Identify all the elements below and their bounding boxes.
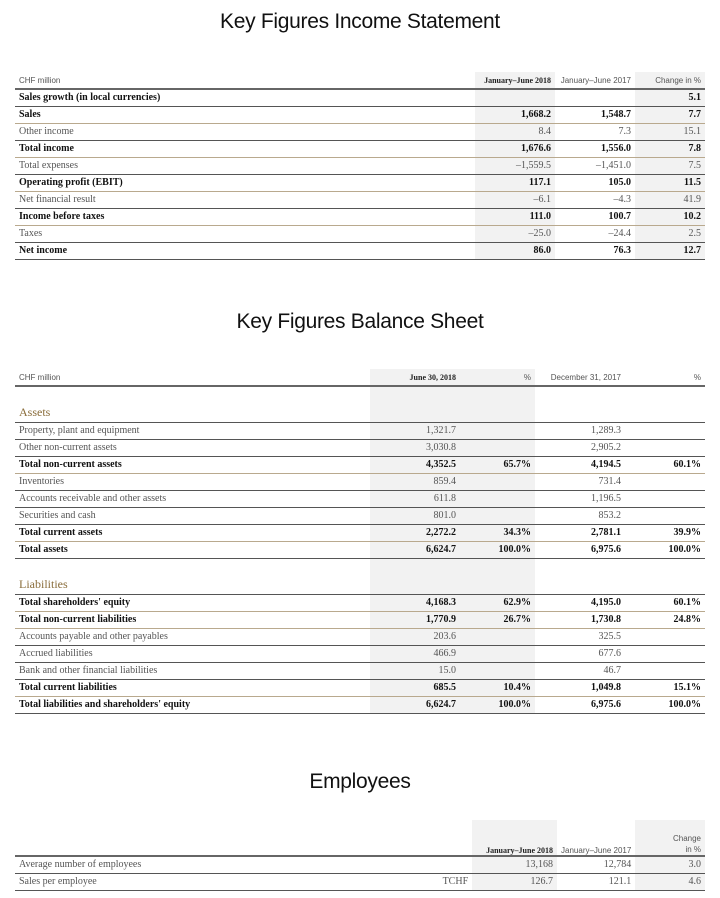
pct-2018: 100.0% xyxy=(460,541,535,558)
value-2018: 6,624.7 xyxy=(370,696,460,713)
pct-2018 xyxy=(460,507,535,524)
value-2017: 4,195.0 xyxy=(535,594,625,611)
value-2018: –6.1 xyxy=(475,191,555,208)
value-2018: 126.7 xyxy=(472,873,557,890)
pct-2017: 60.1% xyxy=(625,594,705,611)
pct-2018: 65.7% xyxy=(460,456,535,473)
table-row xyxy=(15,456,705,473)
pct-2017: 15.1% xyxy=(625,679,705,696)
income-statement-title: Key Figures Income Statement xyxy=(220,10,500,33)
header-2017: January–June 2017 xyxy=(557,820,635,856)
section-assets xyxy=(15,400,705,422)
value-change: 12.7 xyxy=(635,242,705,259)
pct-2018: 100.0% xyxy=(460,696,535,713)
value-2017: 100.7 xyxy=(555,208,635,225)
pct-2018 xyxy=(460,422,535,439)
pct-2017: 100.0% xyxy=(625,696,705,713)
table-row xyxy=(15,696,705,713)
row-label: Other income xyxy=(15,123,475,140)
balance-sheet-title: Key Figures Balance Sheet xyxy=(236,310,484,333)
value-2018: 4,168.3 xyxy=(370,594,460,611)
pct-2017 xyxy=(625,490,705,507)
row-label: Operating profit (EBIT) xyxy=(15,174,475,191)
row-label: Total assets xyxy=(15,541,370,558)
value-2017: –24.4 xyxy=(555,225,635,242)
row-label: Total income xyxy=(15,140,475,157)
value-2017: 6,975.6 xyxy=(535,541,625,558)
row-label: Property, plant and equipment xyxy=(15,422,370,439)
row-label: Total shareholders' equity xyxy=(15,594,370,611)
pct-2017 xyxy=(625,473,705,490)
header-unit: CHF million xyxy=(15,369,370,386)
value-change: 15.1 xyxy=(635,123,705,140)
header-2017: December 31, 2017 xyxy=(535,369,625,386)
value-change: 7.7 xyxy=(635,106,705,123)
table-row xyxy=(15,873,705,890)
pct-2018 xyxy=(460,473,535,490)
pct-2017: 60.1% xyxy=(625,456,705,473)
section-label: Assets xyxy=(15,400,370,422)
table-row xyxy=(15,242,705,259)
table-row xyxy=(15,89,705,106)
pct-2018: 26.7% xyxy=(460,611,535,628)
row-label: Net income xyxy=(15,242,475,259)
value-2018: 4,352.5 xyxy=(370,456,460,473)
pct-2018 xyxy=(460,645,535,662)
pct-2017 xyxy=(625,645,705,662)
table-header xyxy=(15,820,705,856)
pct-2017 xyxy=(625,662,705,679)
table-row xyxy=(15,628,705,645)
table-row xyxy=(15,594,705,611)
value-2018 xyxy=(475,89,555,106)
table-row xyxy=(15,662,705,679)
table-header xyxy=(15,369,705,386)
row-label: Accounts receivable and other assets xyxy=(15,490,370,507)
table-row xyxy=(15,645,705,662)
value-2018: 1,668.2 xyxy=(475,106,555,123)
table-row xyxy=(15,679,705,696)
value-2018: 801.0 xyxy=(370,507,460,524)
pct-2017 xyxy=(625,628,705,645)
value-2017: 12,784 xyxy=(557,856,635,873)
row-label: Average number of employees xyxy=(15,856,373,873)
unit xyxy=(373,856,472,873)
value-2018: –1,559.5 xyxy=(475,157,555,174)
value-change: 5.1 xyxy=(635,89,705,106)
table-row xyxy=(15,473,705,490)
row-label: Total current assets xyxy=(15,524,370,541)
pct-2018 xyxy=(460,662,535,679)
value-2018: 611.8 xyxy=(370,490,460,507)
unit: TCHF xyxy=(373,873,472,890)
row-label: Taxes xyxy=(15,225,475,242)
value-2017: –1,451.0 xyxy=(555,157,635,174)
value-2017: 2,781.1 xyxy=(535,524,625,541)
value-2018: 6,624.7 xyxy=(370,541,460,558)
table-row xyxy=(15,208,705,225)
row-label: Sales xyxy=(15,106,475,123)
header-2017: January–June 2017 xyxy=(555,72,635,89)
table-row xyxy=(15,611,705,628)
pct-2017: 100.0% xyxy=(625,541,705,558)
row-label: Bank and other financial liabilities xyxy=(15,662,370,679)
value-2017: 731.4 xyxy=(535,473,625,490)
value-2017: 1,289.3 xyxy=(535,422,625,439)
row-label: Accrued liabilities xyxy=(15,645,370,662)
row-label: Securities and cash xyxy=(15,507,370,524)
value-2017: 1,548.7 xyxy=(555,106,635,123)
row-label: Total current liabilities xyxy=(15,679,370,696)
value-2018: 1,676.6 xyxy=(475,140,555,157)
employees-table xyxy=(15,820,705,891)
value-2018: 859.4 xyxy=(370,473,460,490)
value-2017: 1,196.5 xyxy=(535,490,625,507)
row-label: Inventories xyxy=(15,473,370,490)
value-2018: 1,770.9 xyxy=(370,611,460,628)
header-2018: January–June 2018 xyxy=(475,72,555,89)
table-row xyxy=(15,191,705,208)
table-row xyxy=(15,541,705,558)
pct-2017 xyxy=(625,422,705,439)
value-2018: 8.4 xyxy=(475,123,555,140)
table-row xyxy=(15,225,705,242)
value-2018: 117.1 xyxy=(475,174,555,191)
table-row xyxy=(15,490,705,507)
value-2018: 15.0 xyxy=(370,662,460,679)
value-2017: 2,905.2 xyxy=(535,439,625,456)
pct-2017: 39.9% xyxy=(625,524,705,541)
row-label: Total non-current liabilities xyxy=(15,611,370,628)
header-2018: January–June 2018 xyxy=(472,820,557,856)
row-label: Other non-current assets xyxy=(15,439,370,456)
value-2017 xyxy=(555,89,635,106)
pct-2018 xyxy=(460,490,535,507)
value-2017: 105.0 xyxy=(555,174,635,191)
value-2017: 1,049.8 xyxy=(535,679,625,696)
value-2018: 86.0 xyxy=(475,242,555,259)
value-change: 41.9 xyxy=(635,191,705,208)
value-2017: 76.3 xyxy=(555,242,635,259)
table-row xyxy=(15,507,705,524)
header-pct-2017: % xyxy=(625,369,705,386)
row-label: Net financial result xyxy=(15,191,475,208)
value-2018: 1,321.7 xyxy=(370,422,460,439)
value-2018: 685.5 xyxy=(370,679,460,696)
table-row xyxy=(15,123,705,140)
value-change: 11.5 xyxy=(635,174,705,191)
value-2017: 853.2 xyxy=(535,507,625,524)
header-unit: CHF million xyxy=(15,72,475,89)
pct-2017: 24.8% xyxy=(625,611,705,628)
row-label: Accounts payable and other payables xyxy=(15,628,370,645)
table-row xyxy=(15,106,705,123)
table-header xyxy=(15,72,705,89)
income-statement-table xyxy=(15,72,705,260)
value-2018: 3,030.8 xyxy=(370,439,460,456)
value-change: 7.5 xyxy=(635,157,705,174)
table-row xyxy=(15,174,705,191)
value-2017: 677.6 xyxy=(535,645,625,662)
table-row xyxy=(15,157,705,174)
pct-2017 xyxy=(625,507,705,524)
value-change: 2.5 xyxy=(635,225,705,242)
row-label: Total expenses xyxy=(15,157,475,174)
value-2017: 6,975.6 xyxy=(535,696,625,713)
pct-2017 xyxy=(625,439,705,456)
value-2017: 4,194.5 xyxy=(535,456,625,473)
value-2018: 203.6 xyxy=(370,628,460,645)
value-2018: 2,272.2 xyxy=(370,524,460,541)
table-row xyxy=(15,422,705,439)
row-label: Sales growth (in local currencies) xyxy=(15,89,475,106)
header-change: Change in % xyxy=(635,820,705,856)
row-label: Total non-current assets xyxy=(15,456,370,473)
value-2017: 1,556.0 xyxy=(555,140,635,157)
employees-title: Employees xyxy=(309,770,411,793)
pct-2018 xyxy=(460,439,535,456)
value-2018: 466.9 xyxy=(370,645,460,662)
pct-2018: 10.4% xyxy=(460,679,535,696)
value-2017: 325.5 xyxy=(535,628,625,645)
table-row xyxy=(15,439,705,456)
table-row xyxy=(15,856,705,873)
header-pct-2018: % xyxy=(460,369,535,386)
table-row xyxy=(15,524,705,541)
value-2017: –4.3 xyxy=(555,191,635,208)
header-2018: June 30, 2018 xyxy=(370,369,460,386)
value-2017: 7.3 xyxy=(555,123,635,140)
value-change: 3.0 xyxy=(635,856,705,873)
pct-2018: 62.9% xyxy=(460,594,535,611)
value-change: 4.6 xyxy=(635,873,705,890)
section-liabilities xyxy=(15,572,705,594)
value-2017: 46.7 xyxy=(535,662,625,679)
value-change: 7.8 xyxy=(635,140,705,157)
value-2018: –25.0 xyxy=(475,225,555,242)
value-2018: 111.0 xyxy=(475,208,555,225)
value-2017: 121.1 xyxy=(557,873,635,890)
section-label: Liabilities xyxy=(15,572,370,594)
value-2018: 13,168 xyxy=(472,856,557,873)
header-change: Change in % xyxy=(635,72,705,89)
pct-2018 xyxy=(460,628,535,645)
value-change: 10.2 xyxy=(635,208,705,225)
table-row xyxy=(15,140,705,157)
value-2017: 1,730.8 xyxy=(535,611,625,628)
row-label: Sales per employee xyxy=(15,873,373,890)
row-label: Total liabilities and shareholders' equity xyxy=(15,696,370,713)
row-label: Income before taxes xyxy=(15,208,475,225)
balance-sheet-table xyxy=(15,369,705,714)
pct-2018: 34.3% xyxy=(460,524,535,541)
